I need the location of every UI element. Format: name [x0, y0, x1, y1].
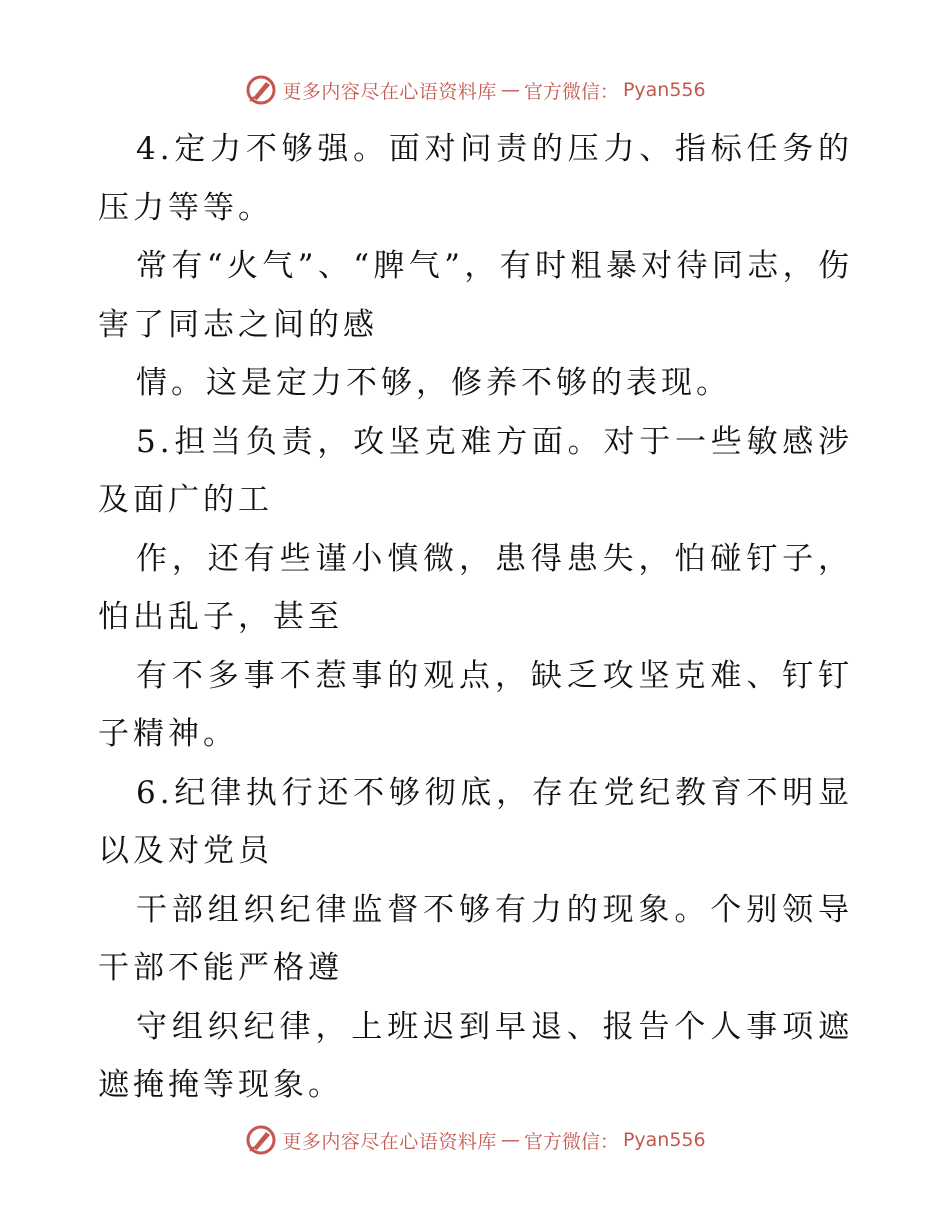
watermark-text: 更多内容尽在心语资料库 — [282, 1130, 497, 1153]
paragraph-3: 情。这是定力不够，修养不够的表现。 — [136, 365, 731, 401]
watermark-text: 更多内容尽在心语资料库 — [282, 80, 497, 103]
footer-watermark — [0, 1120, 950, 1160]
watermark-dash: — — [500, 1129, 520, 1151]
paragraph-7: 6.纪律执行还不够彻底，存在党纪教育不明显以及对党员 — [98, 774, 853, 869]
paragraph-1: 4.定力不够强。面对问责的压力、指标任务的压力等等。 — [98, 131, 853, 226]
paragraph-9: 守组织纪律，上班迟到早退、报告个人事项遮遮掩掩等现象。 — [98, 1008, 853, 1103]
watermark-label: 官方微信： — [523, 80, 619, 103]
header-watermark — [0, 70, 950, 110]
paragraph-6: 有不多事不惹事的观点，缺乏攻坚克难、钉钉子精神。 — [98, 657, 853, 752]
paragraph-8: 干部组织纪律监督不够有力的现象。个别领导干部不能严格遵 — [98, 891, 853, 986]
paragraph-5: 作，还有些谨小慎微，患得患失，怕碰钉子，怕出乱子，甚至 — [98, 540, 853, 635]
watermark-id: Pyan556 — [622, 1129, 706, 1151]
watermark-id: Pyan556 — [622, 79, 706, 101]
watermark-dash: — — [500, 79, 520, 101]
quill-logo-icon — [244, 1123, 278, 1157]
watermark-label: 官方微信： — [523, 1130, 619, 1153]
paragraph-2: 常有“火气”、“脾气”，有时粗暴对待同志，伤害了同志之间的感 — [98, 248, 853, 343]
document-body — [98, 120, 853, 1115]
quill-logo-icon — [244, 73, 278, 107]
paragraph-4: 5.担当负责，攻坚克难方面。对于一些敏感涉及面广的工 — [98, 423, 853, 518]
